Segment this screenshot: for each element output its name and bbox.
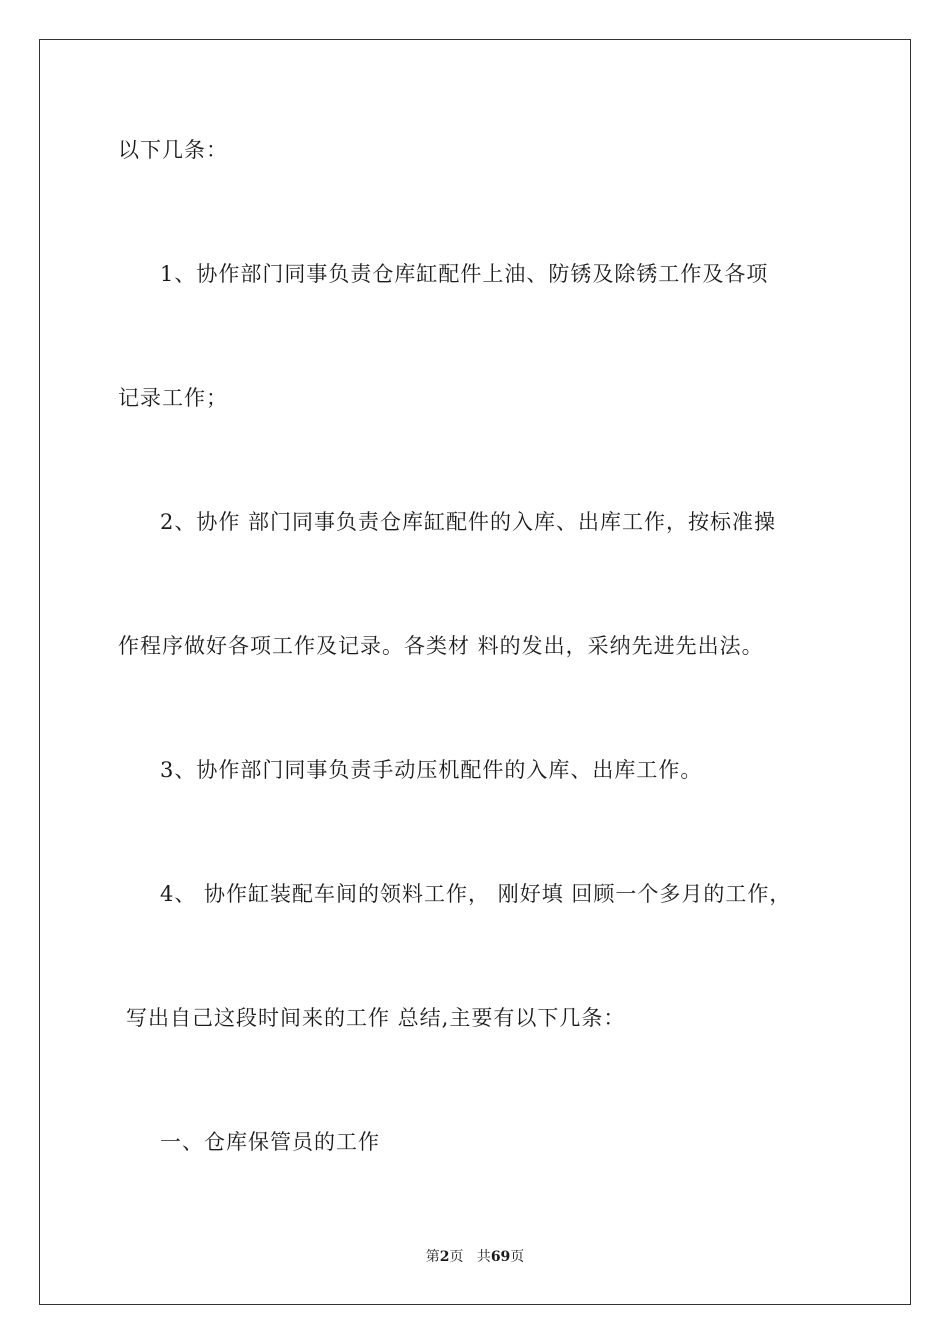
footer-page-prefix: 第: [425, 1249, 440, 1265]
paragraph-line: 以下几条：: [118, 138, 228, 162]
footer-page-number: 2: [439, 1249, 450, 1265]
footer-total-pages: 69: [490, 1249, 511, 1265]
paragraph-line: 写出自己这段时间来的工作 总结,主要有以下几条：: [126, 1006, 626, 1030]
paragraph-line: 1、协作部门同事负责仓库缸配件上油、防锈及除锈工作及各项: [160, 262, 769, 286]
paragraph-line: 记录工作；: [118, 386, 228, 410]
footer-page-suffix: 页: [449, 1249, 464, 1265]
paragraph-line: 3、协作部门同事负责手动压机配件的入库、出库工作。: [160, 758, 703, 782]
footer-total-suffix: 页: [510, 1249, 525, 1265]
page-footer: [0, 1248, 950, 1266]
paragraph-line: 4、 协作缸装配车间的领料工作， 刚好填 回顾一个多月的工作，: [160, 882, 792, 906]
section-heading: 一、仓库保管员的工作: [160, 1130, 380, 1154]
footer-total-prefix: 共: [476, 1249, 491, 1265]
paragraph-line: 2、协作 部门同事负责仓库缸配件的入库、出库工作，按标准操: [160, 510, 777, 534]
paragraph-line: 作程序做好各项工作及记录。各类材 料的发出，采纳先进先出法。: [118, 634, 764, 658]
page-border: [39, 39, 911, 1305]
